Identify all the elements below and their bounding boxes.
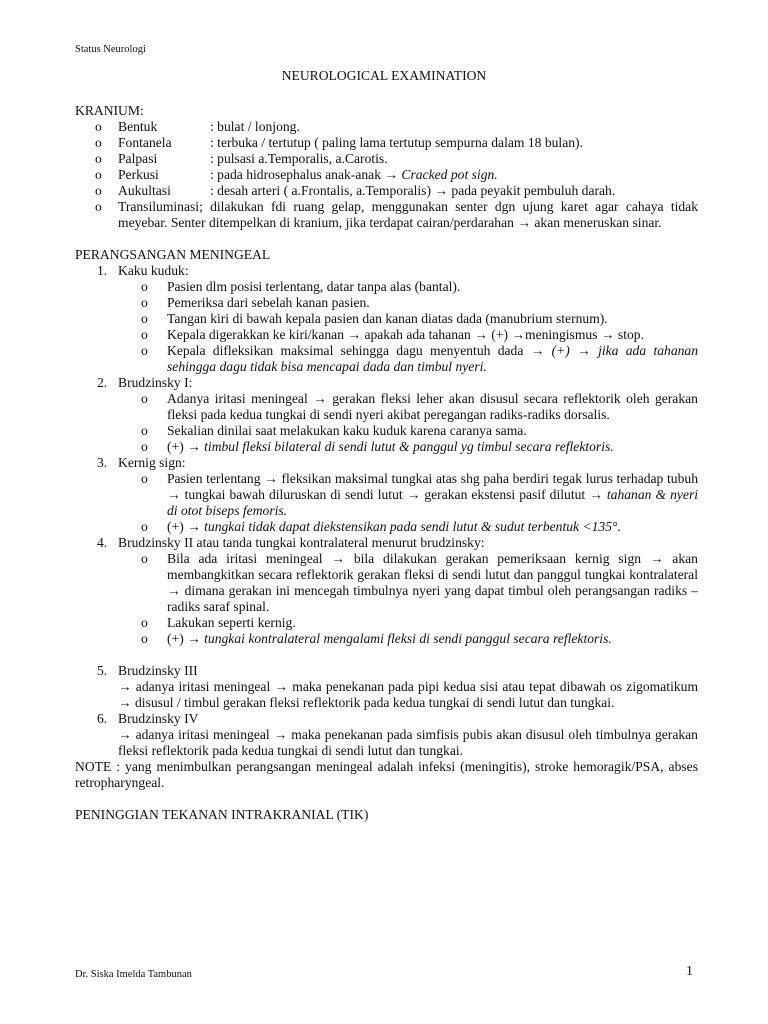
item-label: Perkusi: [118, 167, 159, 182]
item-title: Brudzinsky III: [118, 663, 198, 678]
bullet-icon: o: [141, 471, 148, 486]
list-item: [75, 119, 698, 135]
arrow-icon: →: [347, 327, 362, 342]
item-text: Tangan kiri di bawah kepala pasien dan kanan diatas dada (manubrium sternum).: [167, 311, 608, 326]
list-item: [75, 279, 698, 295]
arrow-icon: →: [273, 727, 288, 742]
list-item: [75, 551, 698, 615]
page-title: NEUROLOGICAL EXAMINATION: [281, 68, 487, 83]
item-number: 2.: [97, 375, 108, 390]
item-text: : bulat / lonjong.: [210, 119, 300, 134]
arrow-icon: →: [274, 679, 289, 694]
bullet-icon: o: [141, 311, 148, 326]
kranium-list: [75, 119, 698, 231]
arrow-icon: →: [118, 695, 132, 710]
bullet-icon: o: [141, 519, 148, 534]
note-paragraph: NOTE : yang menimbulkan perangsangan meningeal adalah infeksi (meningitis), stroke hemoragik/PSA, abses retropharyngeal.: [75, 759, 698, 790]
arrow-icon: →: [167, 583, 181, 598]
item-text: maka penekanan pada pipi kedua sisi atau tepat dibawah os zigomatikum: [292, 679, 699, 694]
footer-author: Dr. Siska Imelda Tambunan: [75, 969, 192, 980]
item-text: bila dilakukan gerakan pemeriksaan kernig sign: [353, 551, 642, 566]
item-text: gerakan fleksi leher akan disusul secara reflektorik oleh gerakan fleksi pada kedua tungkai di sendi nyeri akibat peregangan radiks-radiks dorsalis.: [167, 391, 698, 422]
list-item: [75, 151, 698, 167]
running-header: Status Neurologi: [75, 44, 146, 55]
item-text: gerakan ekstensi pasif dilutut: [424, 487, 586, 502]
arrow-icon: →: [511, 327, 525, 342]
list-item: [75, 167, 698, 183]
item-tail: pada peyakit pembuluh darah.: [451, 183, 616, 198]
item-paragraph: [75, 727, 698, 759]
arrow-icon: →: [517, 215, 531, 230]
meningeal-heading: PERANGSANGAN MENINGEAL: [75, 247, 271, 262]
item-number: 3.: [97, 455, 108, 470]
numbered-item: [75, 263, 698, 279]
list-item: [75, 423, 698, 439]
list-item: [75, 183, 698, 199]
item-title: Kernig sign:: [118, 455, 186, 470]
item-text: (+): [167, 519, 184, 534]
arrow-icon: →: [434, 183, 449, 198]
list-item: [75, 439, 698, 455]
tik-heading: PENINGGIAN TEKANAN INTRAKRANIAL (TIK): [75, 807, 369, 822]
item-italic: tungkai tidak dapat diekstensikan pada sendi lutut & sudut terbentuk <135°.: [204, 519, 621, 534]
list-item: [75, 327, 698, 343]
arrow-icon: →: [167, 487, 181, 502]
item-title: Brudzinsky I:: [118, 375, 193, 390]
arrow-icon: →: [187, 519, 201, 534]
arrow-icon: →: [187, 439, 201, 454]
item-text: apakah ada tahanan: [364, 327, 471, 342]
item-italic: Cracked pot sign.: [401, 167, 498, 182]
list-item: [75, 199, 698, 231]
list-item: [75, 311, 698, 327]
item-italic: timbul fleksi bilateral di sendi lutut & panggul yg timbul secara reflektoris.: [204, 439, 614, 454]
item-label: Aukultasi: [118, 183, 171, 198]
bullet-icon: o: [95, 119, 102, 134]
document-body: [75, 103, 698, 823]
item-text: Pasien dlm posisi terlentang, datar tanpa alas (bantal).: [167, 279, 461, 294]
arrow-icon: →: [118, 727, 132, 742]
arrow-icon: →: [649, 551, 664, 566]
bullet-icon: o: [141, 551, 148, 566]
numbered-item: [75, 455, 698, 471]
item-label: Fontanela: [118, 135, 172, 150]
list-item: [75, 135, 698, 151]
bullet-icon: o: [95, 199, 102, 214]
item-text: fleksikan maksimal tungkai atas shg paha berdiri tegak lurus terhadap tubuh: [281, 471, 698, 486]
bullet-icon: o: [141, 615, 148, 630]
list-item: [75, 631, 698, 647]
numbered-item: [75, 535, 698, 551]
arrow-icon: →: [187, 631, 201, 646]
list-item: [75, 519, 698, 535]
item-text: maka penekanan pada simfisis pubis akan disusul oleh timbulnya gerakan fleksi reflektorik pada kedua tungkai di sendi lutut dan tungkai.: [118, 727, 698, 758]
item-number: 1.: [97, 263, 108, 278]
item-text: (+): [167, 631, 184, 646]
item-text: : desah arteri ( a.Frontalis, a.Temporalis): [210, 183, 432, 198]
item-text: adanya iritasi meningeal: [135, 727, 270, 742]
item-label: Bentuk: [118, 119, 158, 134]
bullet-icon: o: [141, 439, 148, 454]
item-title: Brudzinsky IV: [118, 711, 199, 726]
bullet-icon: o: [141, 631, 148, 646]
item-text: Lakukan seperti kernig.: [167, 615, 296, 630]
item-text: stop.: [617, 327, 644, 342]
item-text: Bila ada iritasi meningeal: [167, 551, 323, 566]
numbered-item: [75, 711, 698, 727]
item-text: Pemeriksa dari sebelah kanan pasien.: [167, 295, 370, 310]
numbered-item: [75, 663, 698, 679]
numbered-item: [75, 375, 698, 391]
item-text: dimana gerakan ini mencegah timbulnya nyeri yang dapat timbul oleh perangsangan radiks –radiks saraf spinal.: [167, 583, 698, 614]
kranium-heading: KRANIUM:: [75, 103, 144, 118]
bullet-icon: o: [95, 135, 102, 150]
list-item: [75, 615, 698, 631]
item-text: tungkai bawah diluruskan di sendi lutut: [184, 487, 403, 502]
item-text: Kepala digerakkan ke kiri/kanan: [167, 327, 345, 342]
item-text: : pulsasi a.Temporalis, a.Carotis.: [210, 151, 388, 166]
item-number: 6.: [97, 711, 108, 726]
item-text: : pada hidrosephalus anak-anak: [210, 167, 381, 182]
arrow-icon: →: [384, 167, 398, 182]
item-text: (+): [491, 327, 508, 342]
bullet-icon: o: [141, 343, 148, 358]
arrow-icon: →: [474, 327, 488, 342]
item-italic: (+): [551, 343, 570, 358]
bullet-icon: o: [141, 295, 148, 310]
bullet-icon: o: [141, 423, 148, 438]
arrow-icon: →: [264, 471, 278, 486]
arrow-icon: →: [530, 343, 545, 358]
item-text: Adanya iritasi meningeal: [167, 391, 308, 406]
item-title: Brudzinsky II atau tanda tungkai kontralateral menurut brudzinsky:: [118, 535, 485, 550]
item-italic: tahanan & nyeri di otot biseps femoris.: [167, 487, 699, 518]
arrow-icon: →: [331, 551, 345, 566]
bullet-icon: o: [141, 279, 148, 294]
list-item: [75, 471, 698, 519]
item-text: meningismus: [525, 327, 598, 342]
item-number: 4.: [97, 535, 108, 550]
item-italic: jika ada tahanan sehingga dagu tidak bisa mencapai dada dan timbul nyeri.: [167, 343, 699, 374]
item-title: Kaku kuduk:: [118, 263, 189, 278]
arrow-icon: →: [406, 487, 421, 502]
bullet-icon: o: [95, 151, 102, 166]
list-item: [75, 295, 698, 311]
bullet-icon: o: [141, 391, 148, 406]
item-text: adanya iritasi meningeal: [135, 679, 271, 694]
arrow-icon: →: [577, 343, 591, 358]
bullet-icon: o: [95, 167, 102, 182]
arrow-icon: →: [118, 679, 132, 694]
item-paragraph: [75, 679, 698, 711]
bullet-icon: o: [95, 183, 102, 198]
item-text: akan membangkitkan secara reflektorik gerakan fleksi di sendi lutut dan panggul tungkai kontralateral: [167, 551, 698, 582]
item-italic: tungkai kontralateral mengalami fleksi di sendi panggul secara reflektoris.: [204, 631, 612, 646]
bullet-icon: o: [141, 327, 148, 342]
transiluminasi-text: Transiluminasi; dilakukan fdi ruang gelap, menggunakan senter dgn ujung karet agar cahaya tidak meyebar. Senter ditempelkan di kranium, jika terdapat cairan/perdarahan: [118, 199, 698, 230]
arrow-icon: →: [313, 391, 327, 406]
item-text: : terbuka / tertutup ( paling lama tertutup sempurna dalam 18 bulan).: [210, 135, 583, 150]
arrow-icon: →: [589, 487, 603, 502]
item-text: (+): [167, 439, 184, 454]
page-number: 1: [686, 964, 693, 979]
arrow-icon: →: [600, 327, 615, 342]
list-item: [75, 391, 698, 423]
item-text: disusul / timbul gerakan fleksi reflektorik pada kedua tungkai di sendi lutut dan tungkai.: [135, 695, 615, 710]
item-label: Palpasi: [118, 151, 158, 166]
item-text: Pasien terlentang: [167, 471, 261, 486]
item-text: Kepala difleksikan maksimal sehingga dagu menyentuh dada: [167, 343, 524, 358]
item-number: 5.: [97, 663, 108, 678]
list-item: [75, 343, 698, 375]
transiluminasi-tail: akan meneruskan sinar.: [534, 215, 662, 230]
item-text: Sekalian dinilai saat melakukan kaku kuduk karena caranya sama.: [167, 423, 527, 438]
